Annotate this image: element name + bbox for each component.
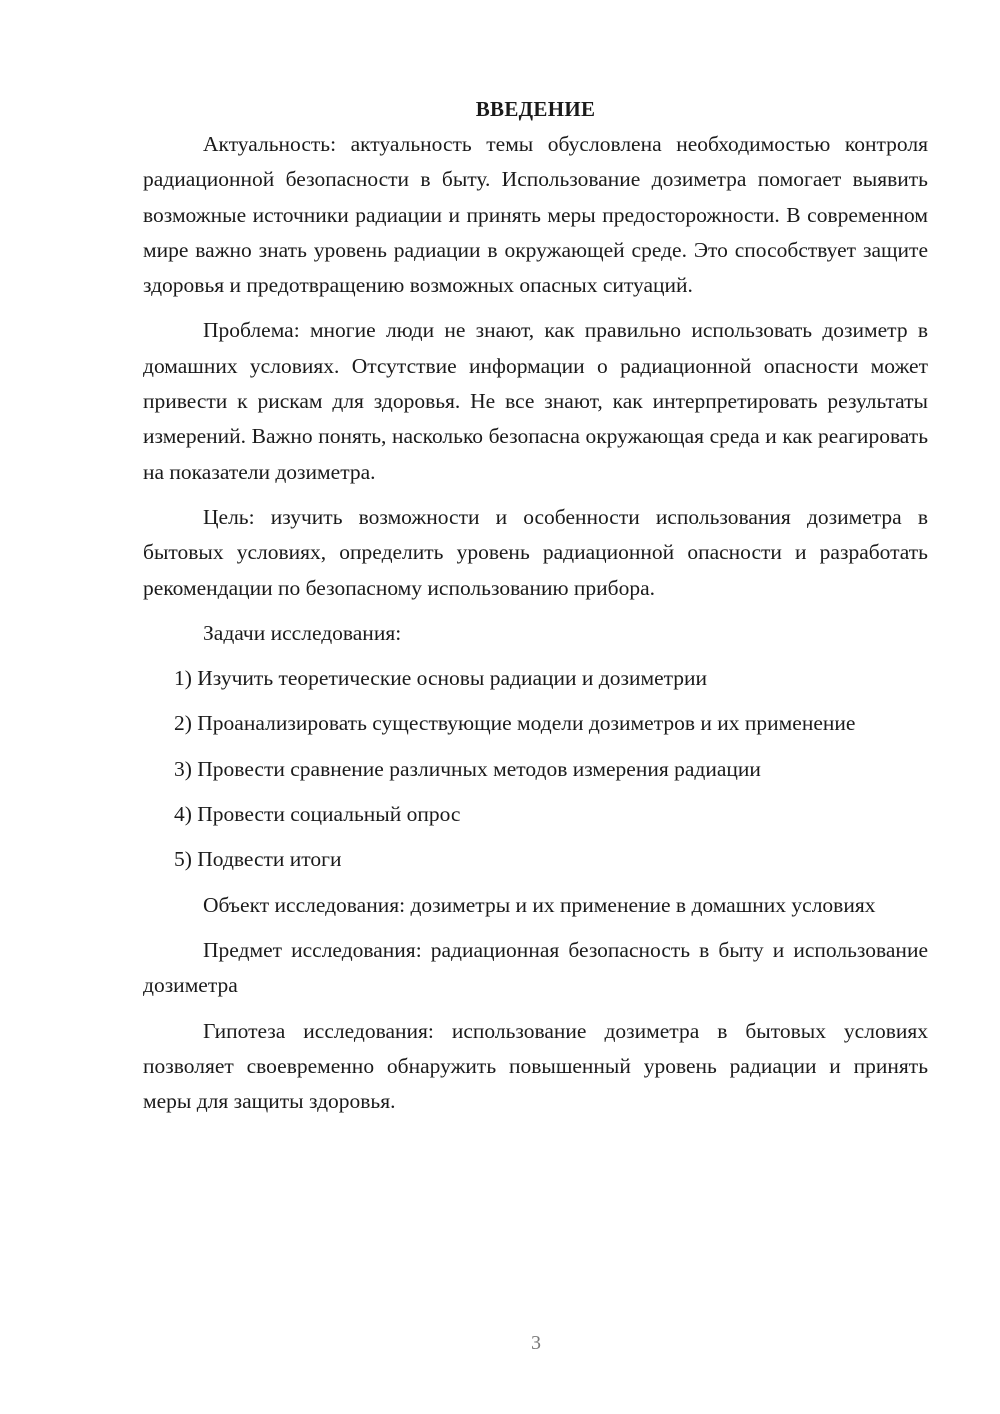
document-page [143, 92, 928, 1119]
paragraph-relevance: Актуальность: актуальность темы обусловлена необходимостью контроля радиационной безопасности в быту. Использование дозиметра помогает выявить возможные источники радиации и принять меры предосторожности. В современном мире важно знать уровень радиации в окружающей среде. Это способствует защите здоровья и предотвращению возможных опасных ситуаций. [143, 132, 928, 298]
list-item: 4) Провести социальный опрос [174, 802, 461, 827]
paragraph-object: Объект исследования: дозиметры и их применение в домашних условиях [203, 892, 876, 917]
list-item: 2) Проанализировать существующие модели дозиметров и их применение [174, 711, 856, 736]
paragraph-hypothesis: Гипотеза исследования: использование дозиметра в бытовых условиях позволяет своевременно обнаружить повышенный уровень радиации и принять меры для защиты здоровья. [143, 1018, 928, 1114]
tasks-list [143, 661, 928, 877]
list-item: 5) Подвести итоги [174, 847, 342, 872]
list-item: 3) Провести сравнение различных методов измерения радиации [174, 756, 761, 781]
document-title: ВВЕДЕНИЕ [475, 97, 596, 121]
paragraph-subject: Предмет исследования: радиационная безопасность в быту и использование дозиметра [143, 937, 928, 998]
tasks-heading: Задачи исследования: [203, 620, 402, 645]
paragraph-problem: Проблема: многие люди не знают, как правильно использовать дозиметр в домашних условиях. Отсутствие информации о радиационной опасности может привести к рискам для здоровья. Не все знают, как интерпретировать результаты измерений. Важно понять, насколько безопасна окружающая среда и как реагировать на показатели дозиметра. [143, 318, 928, 484]
list-item: 1) Изучить теоретические основы радиации и дозиметрии [174, 666, 708, 691]
page-number: 3 [531, 1332, 541, 1354]
paragraph-goal: Цель: изучить возможности и особенности использования дозиметра в бытовых условиях, определить уровень радиационной опасности и разработать рекомендации по безопасному использованию прибора. [143, 504, 928, 600]
